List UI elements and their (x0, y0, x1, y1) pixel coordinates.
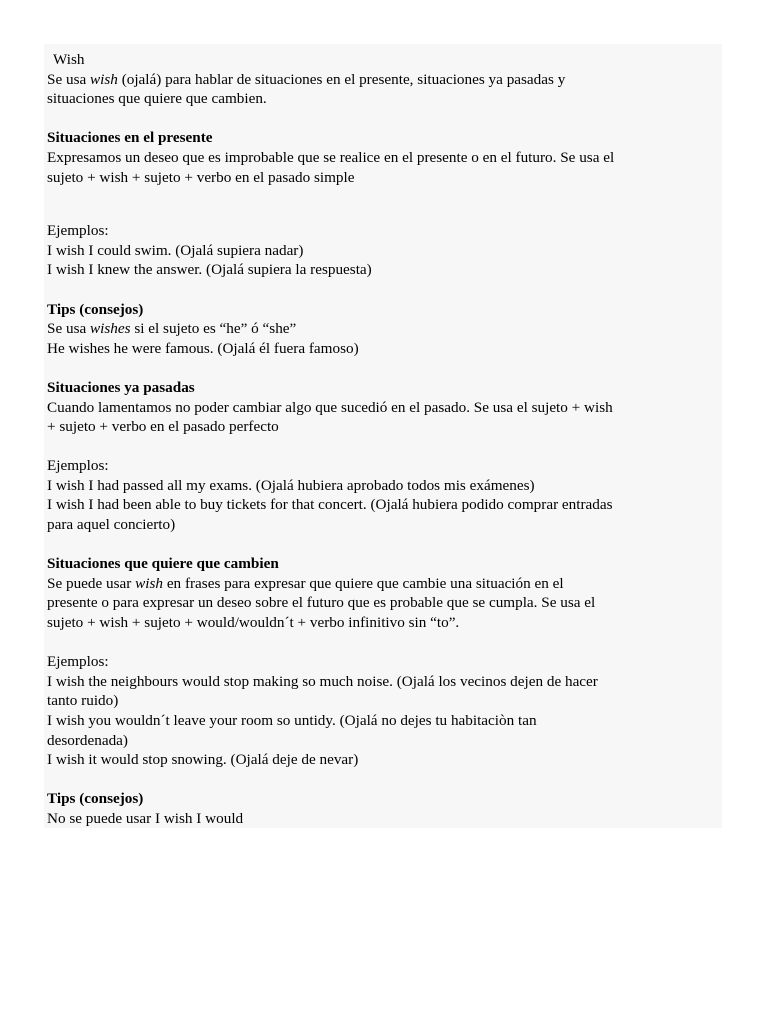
change-line-2: presente o para expresar un deseo sobre el futuro que es probable que se cumpla. Se usa el (47, 594, 596, 612)
change-text: Se puede usar (47, 574, 136, 592)
intro-emphasis: wish (90, 70, 118, 88)
past-line-1: Cuando lamentamos no poder cambiar algo que sucedió en el pasado. Se usa el sujeto + wish (47, 398, 613, 416)
present-line-1: Expresamos un deseo que es improbable que se realice en el presente o en el futuro. Se usa el (47, 148, 615, 166)
intro-line-1 (47, 70, 722, 90)
tips1-emphasis: wishes (90, 320, 131, 338)
past-examples-label: Ejemplos: (47, 457, 109, 475)
present-examples-label: Ejemplos: (47, 222, 109, 240)
tips1-text-continued: si el sujeto es “he” ó “she” (130, 320, 297, 338)
present-example: I wish I could swim. (Ojalá supiera nadar) (47, 241, 304, 259)
past-example-2: I wish I had been able to buy tickets for that concert. (Ojalá hubiera podido comprar entradas (47, 496, 613, 514)
change-line-3: sujeto + wish + sujeto + would/wouldn´t + verbo infinitivo sin “to”. (47, 614, 460, 632)
present-line-2: sujeto + wish + sujeto + verbo en el pasado simple (47, 168, 355, 186)
intro-text-continued: (ojalá) para hablar de situaciones en el presente, situaciones ya pasadas y (117, 70, 566, 88)
change-text-continued: en frases para expresar que quiere que cambie una situación en el (163, 574, 564, 592)
tips2-line-1: No se puede usar I wish I would (47, 809, 244, 827)
change-example-2: I wish you wouldn´t leave your room so untidy. (Ojalá no dejes tu habitaciòn tan (47, 712, 537, 729)
past-example-1: I wish I had passed all my exams. (Ojalá hubiera aprobado todos mis exámenes) (47, 476, 535, 494)
change-example-1: I wish the neighbours would stop making so much noise. (Ojalá los vecinos dejen de hacer (47, 672, 598, 690)
past-heading: Situaciones ya pasadas (47, 378, 195, 396)
intro-line-2: situaciones que quiere que cambien. (47, 90, 267, 108)
change-examples-label: Ejemplos: (47, 653, 109, 671)
present-example: I wish I knew the answer. (Ojalá supiera la respuesta) (47, 261, 372, 279)
tips2-heading: Tips (consejos) (47, 790, 144, 808)
tips1-line-1 (47, 319, 722, 339)
tips1-line-2: He wishes he were famous. (Ojalá él fuera famoso) (47, 339, 359, 357)
change-heading: Situaciones que quiere que cambien (47, 555, 279, 573)
change-example-2-continued: desordenada) (47, 731, 128, 749)
change-emphasis: wish (135, 574, 164, 592)
tips1-heading: Tips (consejos) (47, 300, 144, 318)
change-example-1-continued: tanto ruido) (47, 692, 119, 710)
past-example-2-continued: para aquel concierto) (47, 516, 176, 534)
document-page (44, 44, 722, 828)
tips1-text: Se usa (47, 320, 91, 338)
change-line-1 (47, 574, 722, 594)
past-line-2: + sujeto + verbo en el pasado perfecto (47, 418, 279, 436)
intro-text: Se usa (47, 70, 91, 88)
present-heading: Situaciones en el presente (47, 129, 213, 147)
change-example-3: I wish it would stop snowing. (Ojalá deje de nevar) (47, 751, 359, 769)
document-title: Wish (53, 51, 85, 68)
